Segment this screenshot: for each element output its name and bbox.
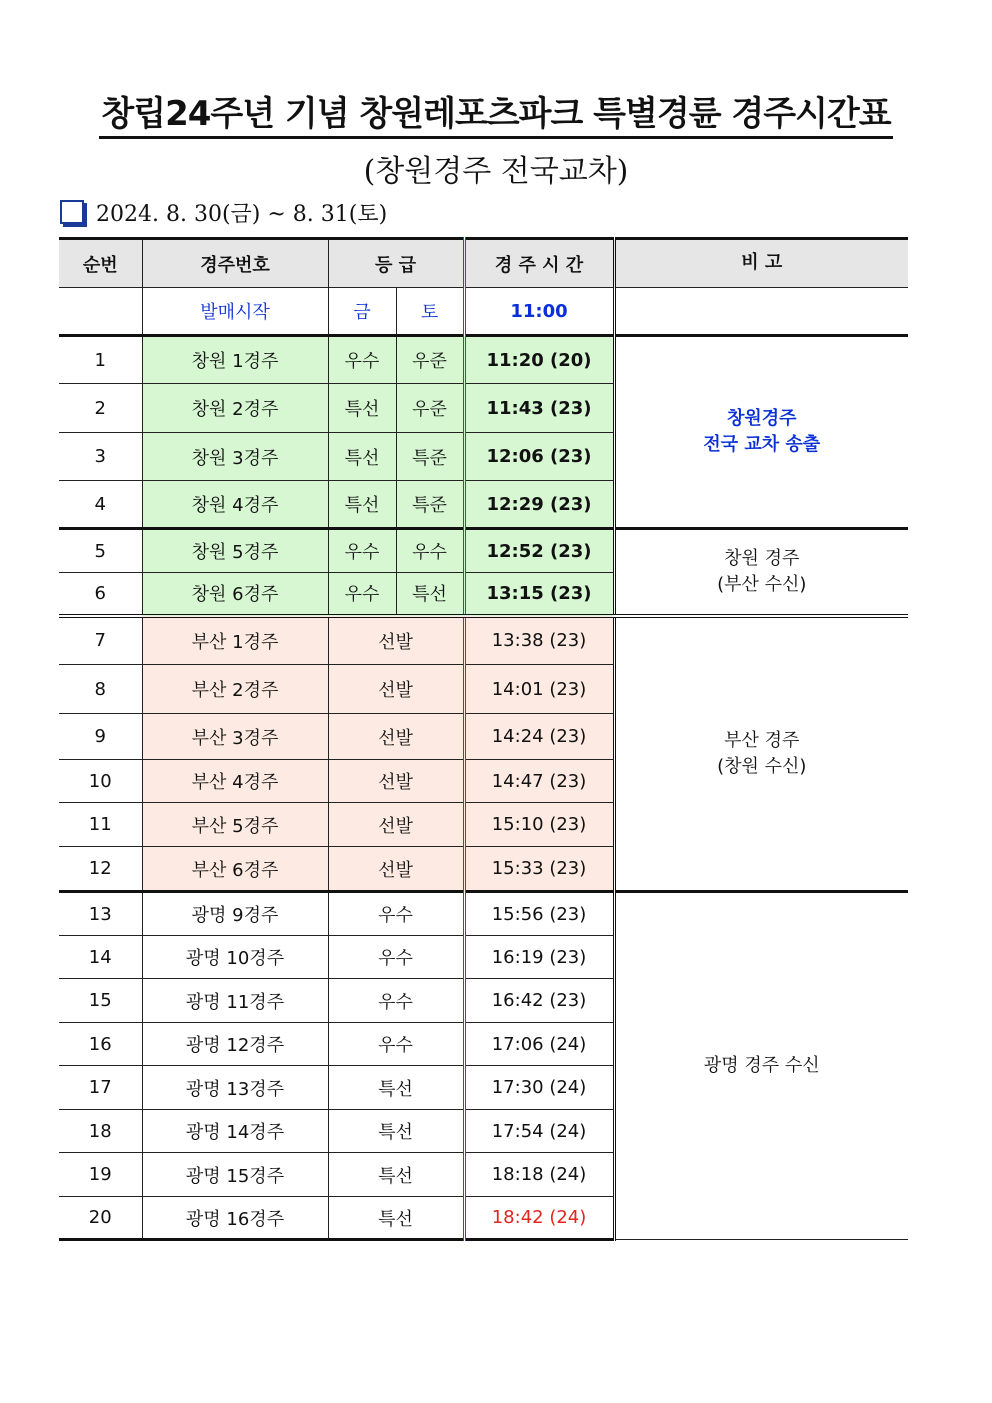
header-row [59,239,908,288]
row-time: 17:54 (24) [464,1110,614,1153]
row-race: 광명 12경주 [142,1023,328,1066]
row-grade: 우수 [328,892,464,936]
header-time: 경 주 시 간 [464,239,614,288]
note-line: (부산 수신) [717,573,807,595]
row-grade: 특선 [328,1066,464,1110]
row-grade-sat: 특준 [396,433,464,481]
row-race: 창원 5경주 [142,529,328,573]
note-gwangmyeong: 광명 경주 수신 [614,892,908,1240]
row-grade-fri: 우수 [328,336,396,384]
row-grade: 선발 [328,847,464,892]
row-time: 11:43 (23) [464,384,614,433]
row-time: 17:06 (24) [464,1023,614,1066]
note-line: (창원 수신) [717,755,807,777]
row-race: 창원 3경주 [142,433,328,481]
row-seq: 12 [59,847,142,892]
row-grade: 특선 [328,1110,464,1153]
document-title [0,86,992,135]
note-line: 전국 교차 송출 [703,434,821,455]
row-seq: 16 [59,1023,142,1066]
row-grade: 우수 [328,936,464,979]
row-time: 12:06 (23) [464,433,614,481]
note-changwon-broadcast [614,336,908,529]
note-line: 창원경주 [726,407,797,429]
row-race: 부산 5경주 [142,803,328,847]
row-time: 14:24 (23) [464,714,614,760]
row-time: 17:30 (24) [464,1066,614,1110]
header-note: 비 고 [614,239,908,288]
row-grade-sat: 특준 [396,481,464,529]
launch-sat: 토 [396,288,464,336]
row-time: 14:47 (23) [464,760,614,803]
row-seq: 6 [59,573,142,616]
row-time: 18:42 (24) [464,1197,614,1240]
row-seq: 13 [59,892,142,936]
row-time: 18:18 (24) [464,1153,614,1197]
row-grade: 우수 [328,1023,464,1066]
row-race: 광명 9경주 [142,892,328,936]
row-seq: 8 [59,665,142,714]
row-grade-sat: 우준 [396,384,464,433]
row-time: 12:52 (23) [464,529,614,573]
row-grade-fri: 우수 [328,573,396,616]
row-grade-sat: 우수 [396,529,464,573]
table-row [59,336,908,384]
row-seq: 7 [59,616,142,665]
row-seq: 1 [59,336,142,384]
launch-note [614,288,908,336]
row-race: 광명 15경주 [142,1153,328,1197]
row-race: 광명 10경주 [142,936,328,979]
header-race-no: 경주번호 [142,239,328,288]
date-range [60,196,387,228]
header-grade: 등 급 [328,239,464,288]
header-seq: 순번 [59,239,142,288]
row-time: 15:33 (23) [464,847,614,892]
row-grade: 특선 [328,1153,464,1197]
table-row [59,616,908,665]
row-grade: 선발 [328,714,464,760]
row-seq: 14 [59,936,142,979]
row-time: 16:42 (23) [464,979,614,1023]
row-seq: 2 [59,384,142,433]
row-race: 부산 1경주 [142,616,328,665]
row-race: 광명 13경주 [142,1066,328,1110]
row-grade-fri: 특선 [328,433,396,481]
note-busan [614,616,908,892]
row-race: 부산 6경주 [142,847,328,892]
row-grade: 특선 [328,1197,464,1240]
row-time: 14:01 (23) [464,665,614,714]
title-text: 창립24주년 기념 창원레포츠파크 특별경륜 경주시간표 [99,94,892,139]
table-row [59,529,908,573]
row-race: 광명 14경주 [142,1110,328,1153]
date-range-text: 2024. 8. 30(금) ~ 8. 31(토) [96,201,388,227]
row-time: 15:10 (23) [464,803,614,847]
row-seq: 19 [59,1153,142,1197]
row-seq: 11 [59,803,142,847]
launch-label: 발매시작 [142,288,328,336]
row-grade-sat: 우준 [396,336,464,384]
row-race: 창원 1경주 [142,336,328,384]
row-time: 12:29 (23) [464,481,614,529]
row-time: 13:38 (23) [464,616,614,665]
row-grade: 선발 [328,760,464,803]
row-time: 11:20 (20) [464,336,614,384]
row-race: 부산 4경주 [142,760,328,803]
note-line: 부산 경주 [724,729,800,751]
row-seq: 15 [59,979,142,1023]
note-line: 창원 경주 [724,547,800,569]
row-grade-fri: 특선 [328,481,396,529]
row-seq: 17 [59,1066,142,1110]
race-schedule-table [59,237,908,1241]
row-seq: 5 [59,529,142,573]
checkbox-icon [60,200,84,224]
row-grade: 선발 [328,616,464,665]
table-row [59,892,908,936]
note-changwon-receive [614,529,908,616]
row-seq: 18 [59,1110,142,1153]
row-grade-fri: 특선 [328,384,396,433]
row-race: 부산 3경주 [142,714,328,760]
row-grade: 선발 [328,665,464,714]
row-time: 16:19 (23) [464,936,614,979]
launch-seq [59,288,142,336]
row-seq: 20 [59,1197,142,1240]
row-grade-fri: 우수 [328,529,396,573]
row-race: 창원 6경주 [142,573,328,616]
row-race: 광명 11경주 [142,979,328,1023]
row-time: 13:15 (23) [464,573,614,616]
launch-time: 11:00 [464,288,614,336]
row-race: 창원 4경주 [142,481,328,529]
row-time: 15:56 (23) [464,892,614,936]
row-grade: 선발 [328,803,464,847]
row-seq: 4 [59,481,142,529]
row-grade: 우수 [328,979,464,1023]
row-race: 부산 2경주 [142,665,328,714]
row-seq: 10 [59,760,142,803]
row-race: 창원 2경주 [142,384,328,433]
row-grade-sat: 특선 [396,573,464,616]
row-seq: 9 [59,714,142,760]
launch-row [59,288,908,336]
launch-fri: 금 [328,288,396,336]
row-race: 광명 16경주 [142,1197,328,1240]
document-subtitle: (창원경주 전국교차) [363,154,629,189]
row-seq: 3 [59,433,142,481]
